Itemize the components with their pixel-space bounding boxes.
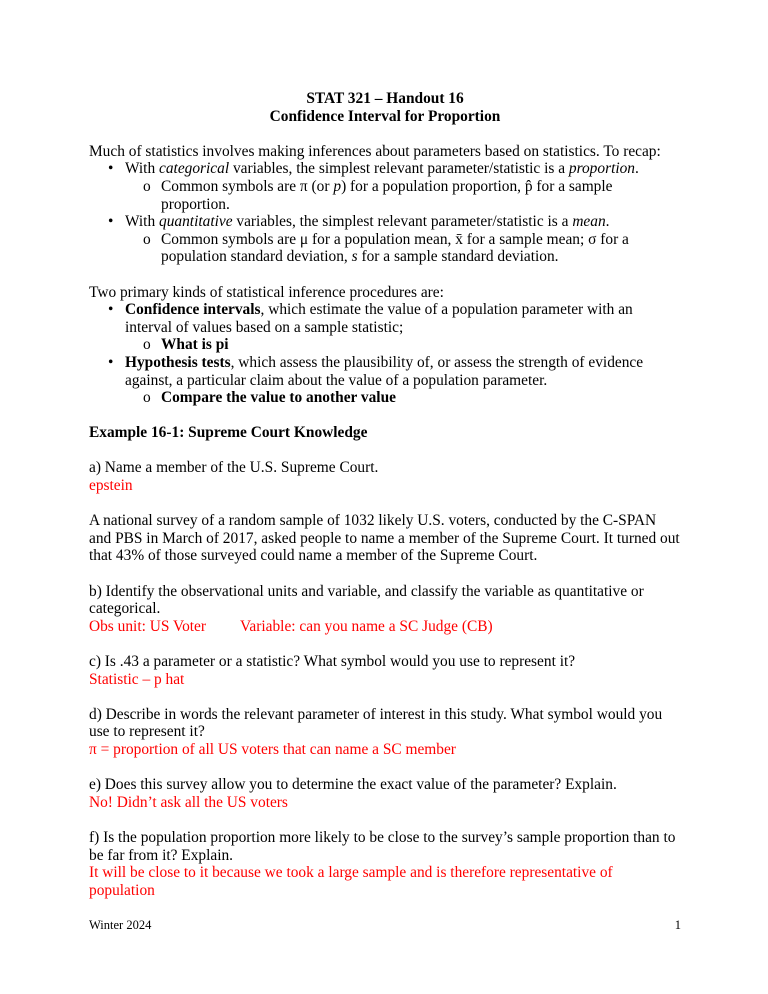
bullet-categorical: • With categorical variables, the simplest relevant parameter/statistic is a proportion. — [108, 160, 639, 178]
bullet-dot-icon: • — [108, 160, 114, 178]
page-subtitle: Confidence Interval for Proportion — [269, 107, 501, 125]
bullet-dot-icon: • — [108, 213, 114, 231]
answer-a: epstein — [89, 477, 133, 495]
answer-f: It will be close to it because we took a large sample and is therefore representative of population — [89, 864, 613, 899]
question-c: c) Is .43 a parameter or a statistic? What symbol would you use to represent it? — [89, 653, 576, 670]
survey-paragraph: A national survey of a random sample of 1032 likely U.S. voters, conducted by the C-SPAN and PBS in March of 2017, asked people to name a member of the Supreme Court. It turned out that 43% of those surveyed could name a member of the Supreme Court. — [89, 512, 680, 565]
bullet-quantitative: • With quantitative variables, the simplest relevant parameter/statistic is a mean. — [108, 213, 610, 231]
footer-term: Winter 2024 — [89, 918, 152, 932]
page-content — [89, 90, 681, 899]
circle-bullet-icon: o — [143, 336, 151, 354]
answer-c: Statistic – p hat — [89, 670, 185, 688]
circle-bullet-icon: o — [143, 177, 151, 195]
subbullet-proportion-symbols: o Common symbols are π (or p) for a population proportion, p̂ for a sample proportion. — [143, 177, 613, 213]
question-a: a) Name a member of the U.S. Supreme Court. — [89, 459, 379, 477]
answer-b: Obs unit: US Voter Variable: can you name a SC Judge (CB) — [89, 617, 493, 635]
subbullet-ht-note: o Compare the value to another value — [143, 389, 396, 407]
question-d: d) Describe in words the relevant parameter of interest in this study. What symbol would you use to represent it? — [89, 705, 663, 741]
page-footer — [89, 918, 681, 933]
answer-d: π = proportion of all US voters that can name a SC member — [89, 740, 456, 758]
intro-text: Much of statistics involves making inferences about parameters based on statistics. To recap: — [89, 142, 661, 160]
question-b: b) Identify the observational units and variable, and classify the variable as quantitative or categorical. — [89, 582, 644, 618]
question-f: f) Is the population proportion more likely to be close to the survey’s sample proportion than to be far from it? Explain. — [89, 828, 676, 864]
bullet-dot-icon: • — [108, 301, 114, 319]
page-title: STAT 321 – Handout 16 — [306, 90, 464, 107]
bullet-dot-icon: • — [108, 353, 114, 371]
answer-e: No! Didn’t ask all the US voters — [89, 793, 288, 811]
bullet-confidence-intervals: • Confidence intervals, which estimate the value of a population parameter with an interval of values based on a sample statistic; — [108, 301, 633, 336]
kinds-text: Two primary kinds of statistical inference procedures are: — [89, 283, 444, 301]
bullet-hypothesis-tests: • Hypothesis tests, which assess the plausibility of, or assess the strength of evidence against, a particular claim about the value of a population parameter. — [108, 353, 644, 389]
example-heading: Example 16-1: Supreme Court Knowledge — [89, 424, 368, 442]
page-number: 1 — [674, 918, 681, 932]
subbullet-mean-symbols: o Common symbols are μ for a population mean, x̄ for a sample mean; σ for a population standard deviation, s for a sample standard deviation. — [143, 230, 629, 266]
question-e: e) Does this survey allow you to determine the exact value of the parameter? Explain. — [89, 776, 617, 794]
subbullet-ci-note: o What is pi — [143, 336, 229, 354]
circle-bullet-icon: o — [143, 230, 151, 248]
circle-bullet-icon: o — [143, 389, 151, 407]
